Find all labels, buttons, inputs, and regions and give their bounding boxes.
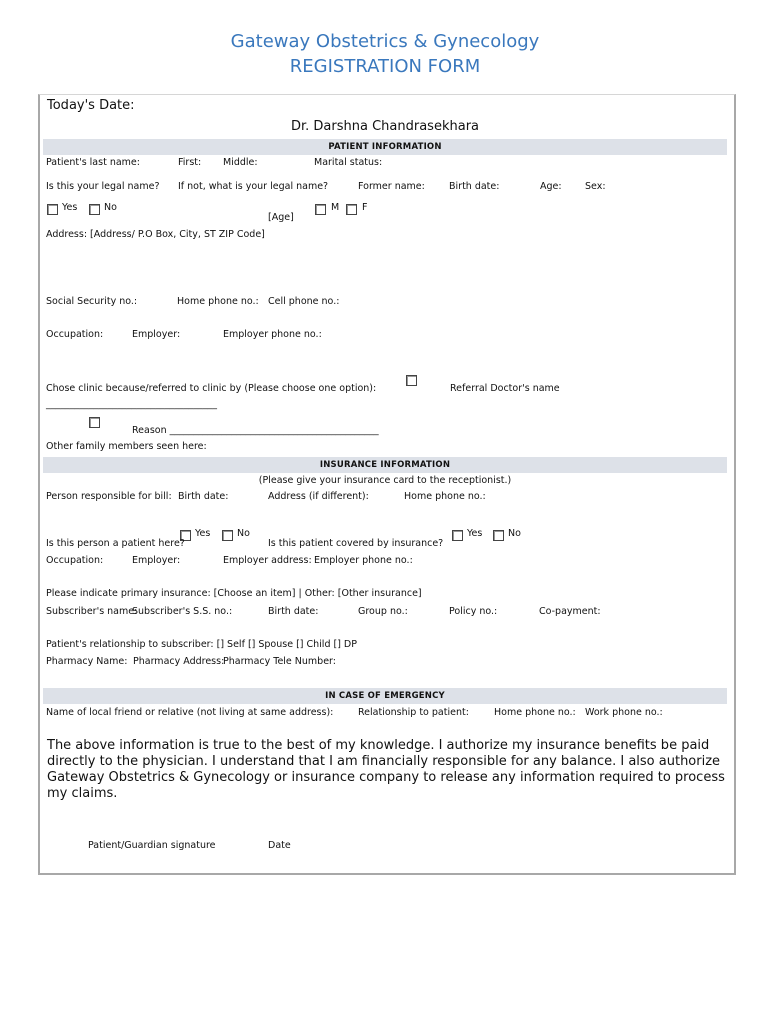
legal-name-yes-checkbox[interactable]	[47, 204, 58, 215]
pharmacy-tele-field[interactable]: Pharmacy Tele Number:	[223, 656, 336, 667]
sex-f-label: F	[362, 202, 368, 213]
cell-phone-field[interactable]: Cell phone no.:	[268, 296, 340, 307]
copayment-field[interactable]: Co-payment:	[539, 606, 601, 617]
referral-checkbox[interactable]	[406, 375, 417, 386]
pharmacy-address-field[interactable]: Pharmacy Address:	[133, 656, 225, 667]
ssn-field[interactable]: Social Security no.:	[46, 296, 138, 307]
legal-name-question: Is this your legal name?	[46, 181, 160, 192]
sex-m-label: M	[331, 202, 340, 213]
resp-employer-address-field[interactable]: Employer address:	[223, 555, 312, 566]
pharmacy-name-field[interactable]: Pharmacy Name:	[46, 656, 128, 667]
sex-field[interactable]: Sex:	[585, 181, 606, 192]
address-field[interactable]: Address: [Address/ P.O Box, City, ST ZIP Code]	[46, 229, 265, 240]
marital-status-field[interactable]: Marital status:	[314, 157, 383, 168]
covered-yes-checkbox[interactable]	[452, 530, 463, 541]
legal-name-field[interactable]: If not, what is your legal name?	[178, 181, 329, 192]
former-name-field[interactable]: Former name:	[358, 181, 425, 192]
is-patient-no-label: No	[237, 528, 250, 539]
policy-no-field[interactable]: Policy no.:	[449, 606, 498, 617]
emergency-band: IN CASE OF EMERGENCY	[43, 688, 727, 704]
employer-field[interactable]: Employer:	[132, 329, 181, 340]
insurance-info-band: INSURANCE INFORMATION	[43, 457, 727, 473]
age-field[interactable]: Age:	[540, 181, 562, 192]
subscriber-name-field[interactable]: Subscriber's name:	[46, 606, 138, 617]
reason-field[interactable]: Reason ____________________________________________	[132, 425, 379, 436]
clinic-name: Gateway Obstetrics & Gynecology	[230, 31, 540, 52]
home-phone-field[interactable]: Home phone no.:	[177, 296, 259, 307]
emergency-relationship-field[interactable]: Relationship to patient:	[358, 707, 469, 718]
doctor-name: Dr. Darshna Chandrasekhara	[291, 119, 479, 134]
legal-name-no-label: No	[104, 202, 117, 213]
last-name-field[interactable]: Patient's last name:	[46, 157, 140, 168]
patient-info-band: PATIENT INFORMATION	[43, 139, 727, 155]
referral-doctor-field[interactable]: Referral Doctor's name	[450, 383, 560, 394]
signature-date-field[interactable]: Date	[268, 840, 291, 851]
middle-name-field[interactable]: Middle:	[223, 157, 258, 168]
patient-signature-field[interactable]: Patient/Guardian signature	[88, 840, 216, 851]
covered-question: Is this patient covered by insurance?	[268, 538, 444, 549]
birth-date-field[interactable]: Birth date:	[449, 181, 500, 192]
employer-phone-field[interactable]: Employer phone no.:	[223, 329, 322, 340]
is-patient-yes-label: Yes	[195, 528, 211, 539]
primary-insurance-field[interactable]: Please indicate primary insurance: [Choose an item] | Other: [Other insurance]	[46, 588, 422, 599]
emergency-home-phone-field[interactable]: Home phone no.:	[494, 707, 576, 718]
covered-yes-label: Yes	[467, 528, 483, 539]
clinic-choice-label: Chose clinic because/referred to clinic by (Please choose one option):	[46, 383, 377, 394]
sex-f-checkbox[interactable]	[346, 204, 357, 215]
covered-no-label: No	[508, 528, 521, 539]
occupation-field[interactable]: Occupation:	[46, 329, 104, 340]
legal-name-no-checkbox[interactable]	[89, 204, 100, 215]
insurance-note: (Please give your insurance card to the receptionist.)	[258, 475, 512, 486]
emergency-work-phone-field[interactable]: Work phone no.:	[585, 707, 663, 718]
responsible-field[interactable]: Person responsible for bill:	[46, 491, 172, 502]
relationship-to-subscriber[interactable]: Patient's relationship to subscriber: [] Self [] Spouse [] Child [] DP	[46, 639, 357, 650]
address-different-field[interactable]: Address (if different):	[268, 491, 369, 502]
local-friend-field[interactable]: Name of local friend or relative (not living at same address):	[46, 707, 334, 718]
covered-no-checkbox[interactable]	[493, 530, 504, 541]
referral-underline: ____________________________________	[46, 399, 217, 410]
is-patient-no-checkbox[interactable]	[222, 530, 233, 541]
responsible-home-phone-field[interactable]: Home phone no.:	[404, 491, 486, 502]
reason-checkbox[interactable]	[89, 417, 100, 428]
is-patient-question: Is this person a patient here?	[46, 538, 185, 549]
legal-name-yes-label: Yes	[62, 202, 78, 213]
group-no-field[interactable]: Group no.:	[358, 606, 408, 617]
first-name-field[interactable]: First:	[178, 157, 202, 168]
sex-m-checkbox[interactable]	[315, 204, 326, 215]
responsible-birth-date-field[interactable]: Birth date:	[178, 491, 229, 502]
resp-employer-field[interactable]: Employer:	[132, 555, 181, 566]
subscriber-birth-date-field[interactable]: Birth date:	[268, 606, 319, 617]
form-title: REGISTRATION FORM	[289, 56, 481, 77]
authorization-statement: The above information is true to the best of my knowledge. I authorize my insurance benefits be paid directly to the physician. I understand that I am financially responsible for any balance. I also authorize Gateway Obstetrics & Gynecology or insurance company to release any information required to process my claims.	[47, 738, 725, 801]
family-members-field[interactable]: Other family members seen here:	[46, 441, 207, 452]
subscriber-ss-field[interactable]: Subscriber's S.S. no.:	[132, 606, 233, 617]
resp-occupation-field[interactable]: Occupation:	[46, 555, 104, 566]
resp-employer-phone-field[interactable]: Employer phone no.:	[314, 555, 413, 566]
age-value[interactable]: [Age]	[268, 212, 294, 223]
todays-date-label: Today's Date:	[47, 98, 135, 113]
